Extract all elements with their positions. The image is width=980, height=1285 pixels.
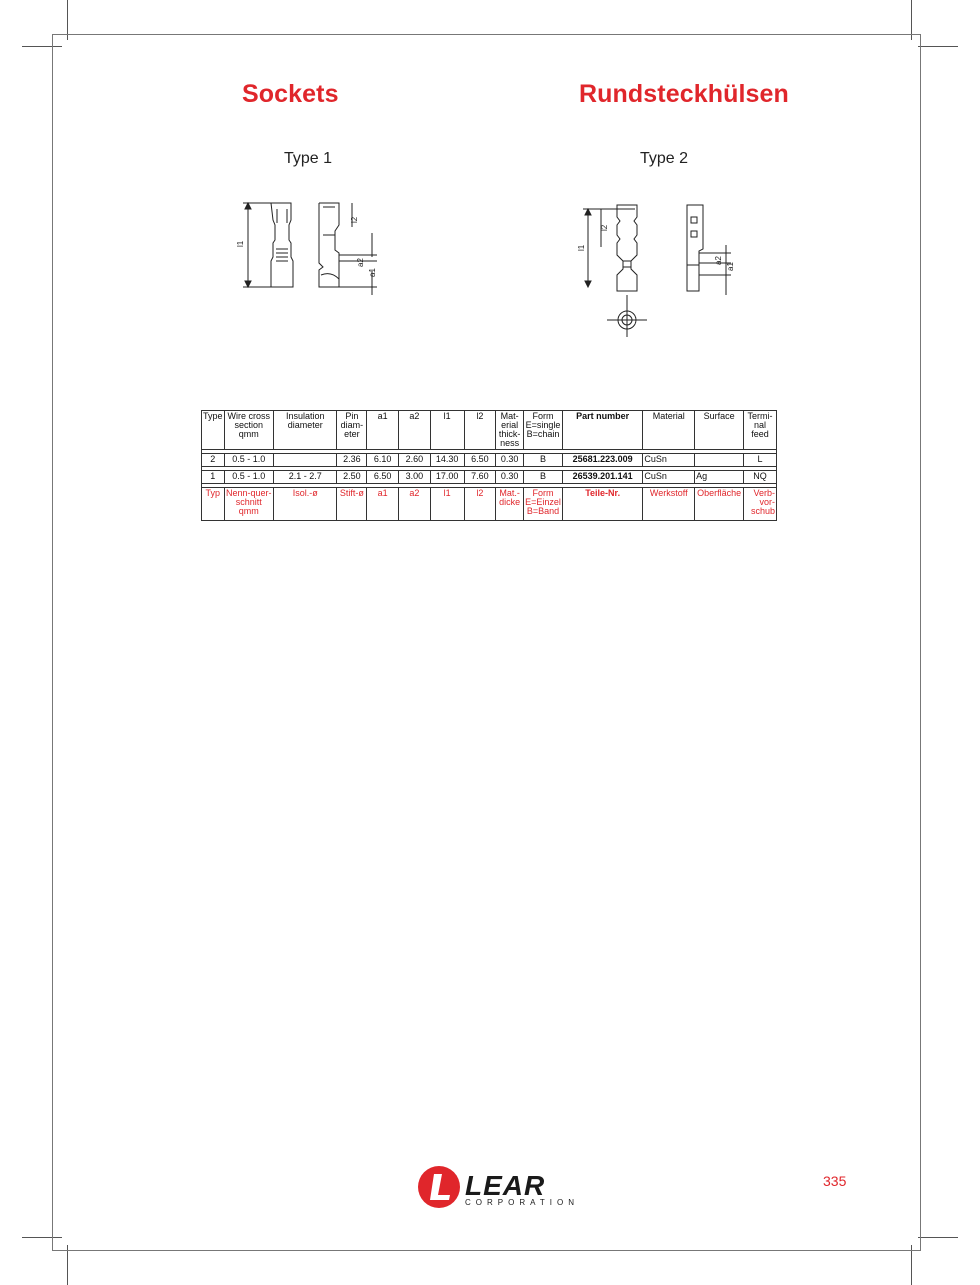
dim-label-l1-type2: l1 (577, 244, 586, 251)
header-cell: a2 (399, 411, 431, 450)
table-cell: 2.36 (337, 454, 367, 467)
header-cell: Wire cross section qmm (224, 411, 274, 450)
crop-mark (918, 1237, 958, 1238)
header-cell: Termi-nal feed (744, 411, 777, 450)
table-cell: 3.00 (399, 471, 431, 484)
header-cell-de: l1 (430, 488, 464, 521)
part-number-cell: 26539.201.141 (562, 471, 643, 484)
lear-logo-icon (417, 1165, 461, 1209)
table-cell: 0.30 (496, 471, 524, 484)
header-cell: Pin diam-eter (337, 411, 367, 450)
page-title-english: Sockets (242, 80, 339, 108)
header-cell: l2 (464, 411, 496, 450)
dim-label-a1-type2: a1 (726, 262, 735, 271)
table-cell: 1 (202, 471, 225, 484)
header-cell-de: a1 (367, 488, 399, 521)
table-cell: B (524, 471, 563, 484)
header-cell-de: l2 (464, 488, 496, 521)
header-cell-de: a2 (399, 488, 431, 521)
header-cell-de: Teile-Nr. (562, 488, 643, 521)
type1-socket-drawing (235, 195, 385, 305)
header-cell: Surface (695, 411, 744, 450)
table-cell: Ag (695, 471, 744, 484)
dim-label-l2-type2: l2 (600, 224, 609, 231)
table-cell: 2.1 - 2.7 (274, 471, 337, 484)
header-cell: Form E=single B=chain (524, 411, 563, 450)
table-row (202, 454, 777, 467)
header-cell: Type (202, 411, 225, 450)
table-cell: 6.50 (367, 471, 399, 484)
header-cell-de: Verb-vor-schub (744, 488, 777, 521)
header-cell-de: Mat.-dicke (496, 488, 524, 521)
header-cell-de: Stift-ø (337, 488, 367, 521)
table-cell: 17.00 (430, 471, 464, 484)
header-cell: Mat-erial thick-ness (496, 411, 524, 450)
header-cell-de: Werkstoff (643, 488, 695, 521)
dim-label-a1: a1 (368, 268, 377, 277)
table-cell: CuSn (643, 454, 695, 467)
header-cell-de: Typ (202, 488, 225, 521)
page-number: 335 (823, 1173, 847, 1189)
header-cell: Material (643, 411, 695, 450)
table-row (202, 471, 777, 484)
part-number-cell: 25681.223.009 (562, 454, 643, 467)
table-cell: 7.60 (464, 471, 496, 484)
header-cell: Part number (562, 411, 643, 450)
dim-label-a2-type2: a2 (714, 256, 723, 265)
table-cell: 2.50 (337, 471, 367, 484)
dim-label-l1: l1 (236, 240, 245, 247)
logo-wordmark: LEAR (465, 1170, 546, 1201)
table-cell: 14.30 (430, 454, 464, 467)
type1-label: Type 1 (284, 150, 333, 167)
logo-subtitle: CORPORATION (465, 1198, 579, 1207)
dim-label-l2: l2 (350, 216, 359, 223)
table-header-english (202, 411, 777, 450)
type2-socket-drawing (575, 195, 745, 345)
header-cell-de: Nenn-quer-schnitt qmm (224, 488, 274, 521)
table-cell (695, 454, 744, 467)
header-cell-de: Oberfläche (695, 488, 744, 521)
table-header-german (202, 488, 777, 521)
header-cell: l1 (430, 411, 464, 450)
dim-label-a2: a2 (356, 258, 365, 267)
spec-table (201, 410, 777, 521)
header-cell-de: Isol.-ø (274, 488, 337, 521)
table-cell: 0.5 - 1.0 (224, 454, 274, 467)
crop-mark (918, 46, 958, 47)
header-cell: a1 (367, 411, 399, 450)
table-cell: 6.50 (464, 454, 496, 467)
crop-mark (67, 1245, 68, 1285)
page-frame (52, 34, 921, 1251)
table-cell: 0.30 (496, 454, 524, 467)
crop-mark (911, 1245, 912, 1285)
table-cell: 6.10 (367, 454, 399, 467)
type2-label: Type 2 (640, 150, 689, 167)
table-cell: B (524, 454, 563, 467)
header-cell-de: Form E=Einzel B=Band (524, 488, 563, 521)
header-cell: Insulation diameter (274, 411, 337, 450)
table-cell: 2.60 (399, 454, 431, 467)
table-cell: CuSn (643, 471, 695, 484)
table-cell (274, 454, 337, 467)
table-cell: NQ (744, 471, 777, 484)
page-title-german: Rundsteckhülsen (579, 80, 789, 108)
table-cell: L (744, 454, 777, 467)
table-cell: 0.5 - 1.0 (224, 471, 274, 484)
table-cell: 2 (202, 454, 225, 467)
